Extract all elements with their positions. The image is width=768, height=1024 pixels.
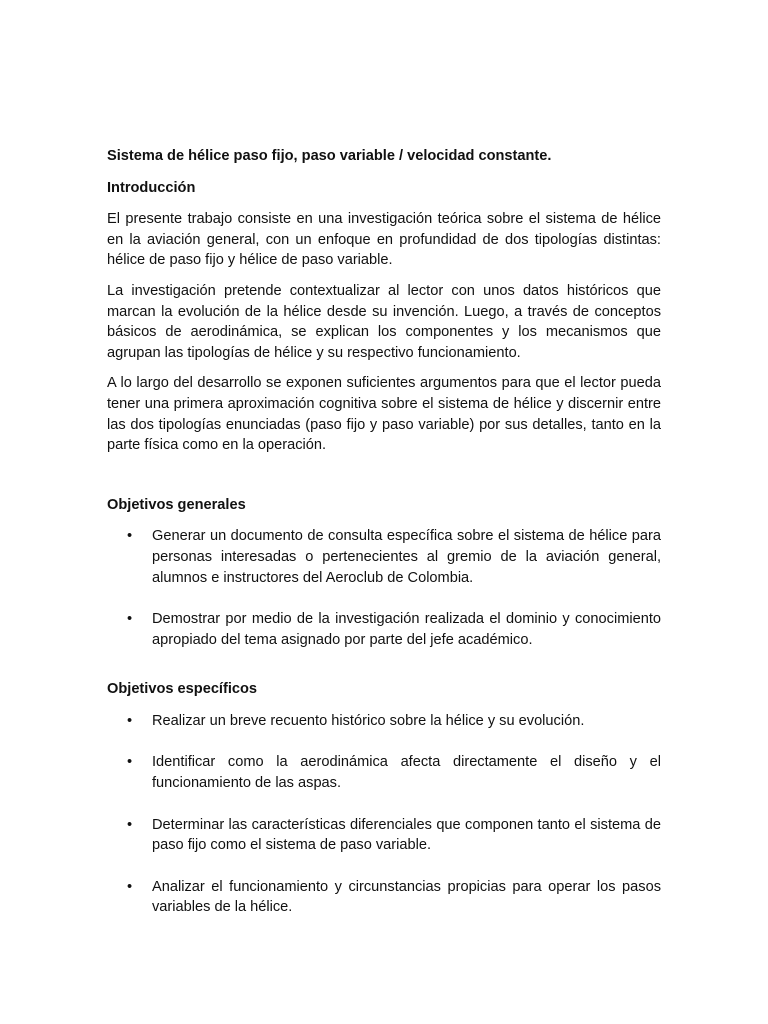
list-item — [107, 752, 661, 793]
bullet-icon: • — [127, 611, 133, 628]
section-spacer — [107, 466, 661, 495]
list-item-text: Demostrar por medio de la investigación realizada el dominio y conocimiento apropiado del tema asignado por parte del jefe académico. — [152, 611, 661, 648]
bullet-icon: • — [127, 754, 133, 771]
intro-paragraph: El presente trabajo consiste en una investigación teórica sobre el sistema de hélice en la aviación general, con un enfoque en profundidad de dos tipologías distintas: hélice de paso fijo y hélice de paso variable. — [107, 211, 661, 269]
intro-paragraph: A lo largo del desarrollo se exponen suficientes argumentos para que el lector pueda tener una primera aproximación cognitiva sobre el sistema de hélice y discernir entre las dos tipologías enunciadas (paso fijo y paso variable) por sus detalles, tanto en la parte física como en la operación. — [107, 375, 661, 454]
list-item — [107, 711, 661, 732]
bullet-icon: • — [127, 816, 133, 833]
general-objectives-heading: Objetivos generales — [107, 496, 246, 513]
list-item-text: Determinar las características diferenciales que componen tanto el sistema de paso fijo como el sistema de paso variable. — [152, 816, 661, 854]
list-item — [107, 815, 661, 856]
list-item-text: Realizar un breve recuento histórico sobre la hélice y su evolución. — [152, 712, 585, 729]
section-spacer — [107, 650, 661, 679]
bullet-icon: • — [127, 528, 133, 545]
general-objectives-list — [107, 526, 661, 650]
bullet-icon: • — [127, 712, 133, 729]
document-title: Sistema de hélice paso fijo, paso variable / velocidad constante. — [107, 148, 552, 164]
list-item-text: Analizar el funcionamiento y circunstancias propicias para operar los pasos variables de la hélice. — [152, 878, 661, 916]
specific-objectives-heading: Objetivos específicos — [107, 681, 258, 698]
list-item-text: Identificar como la aerodinámica afecta directamente el diseño y el funcionamiento de las aspas. — [152, 754, 661, 792]
intro-heading: Introducción — [107, 179, 196, 196]
list-item — [107, 526, 661, 588]
document-page — [107, 146, 661, 918]
list-item — [107, 877, 661, 918]
intro-paragraph: La investigación pretende contextualizar al lector con unos datos históricos que marcan la evolución de la hélice desde su invención. Luego, a través de conceptos básicos de aerodinámica, se explican los componentes y los mecanismos que agrupan las tipologías de hélice y su respectivo funcionamiento. — [107, 282, 661, 361]
list-item-text: Generar un documento de consulta específica sobre el sistema de hélice para personas interesadas o pertenecientes al gremio de la aviación general, alumnos e instructores del Aeroclub de Colombia. — [152, 528, 661, 586]
list-item — [107, 609, 661, 650]
bullet-icon: • — [127, 878, 133, 895]
specific-objectives-list — [107, 711, 661, 918]
